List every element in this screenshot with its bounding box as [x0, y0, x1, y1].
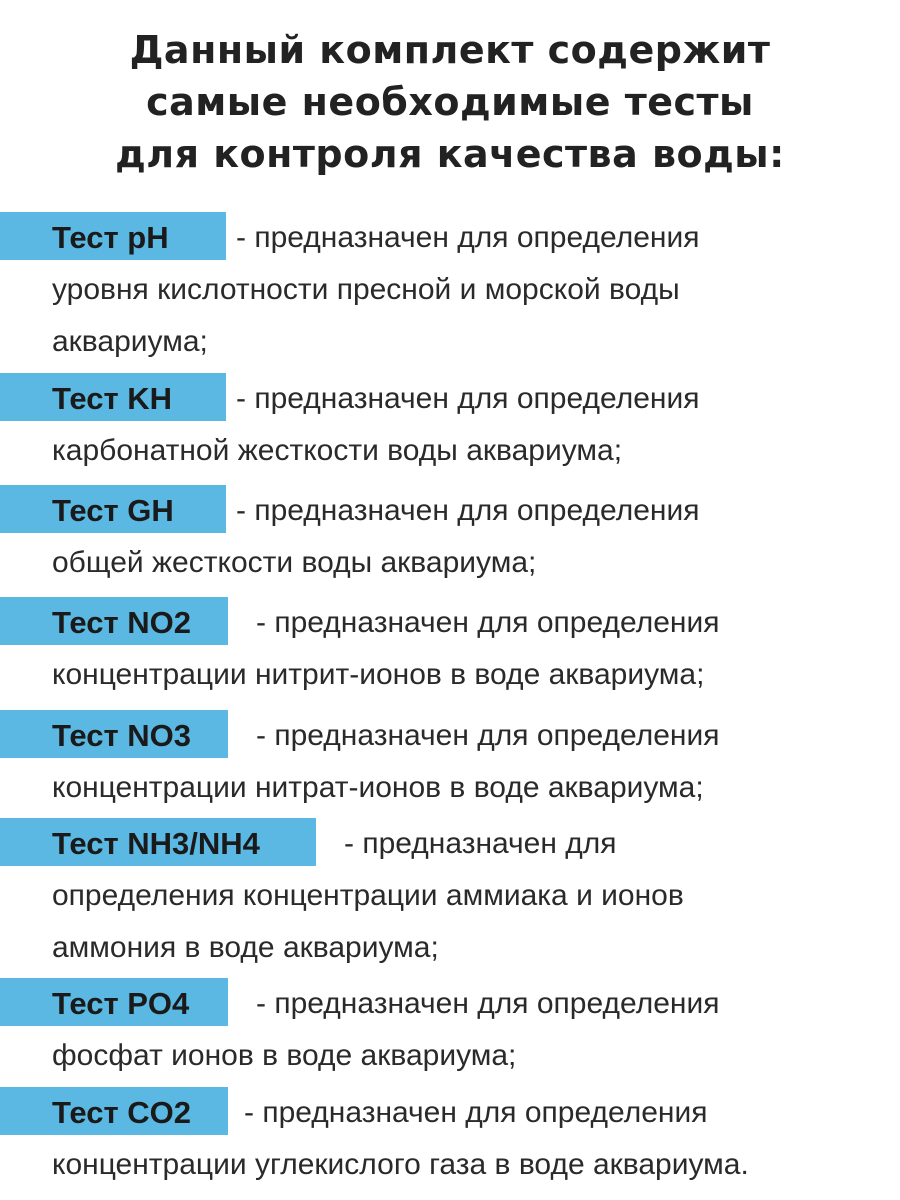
- heading-line-3: для контроля качества воды:: [115, 132, 785, 176]
- test-tag-label: Тест CO2: [52, 1095, 192, 1130]
- test-description-continued: [52, 649, 900, 701]
- test-description-continued: [52, 762, 900, 814]
- test-tag-label: Тест KH: [52, 381, 173, 416]
- test-tag-label: Тест GH: [52, 493, 174, 528]
- test-description-continued: [52, 264, 900, 368]
- test-description-first-line: - предназначен для определения: [236, 494, 700, 527]
- test-description-continued: [52, 1139, 900, 1191]
- heading-line-1: Данный комплект содержит: [129, 28, 771, 72]
- test-tag-label: Тест NO2: [52, 605, 192, 640]
- heading-line-2: самые необходимые тесты: [146, 80, 754, 124]
- test-description-line: аммония в воде аквариума;: [52, 931, 439, 964]
- test-description-line: аквариума;: [52, 325, 208, 358]
- test-tag-label: Тест pH: [52, 220, 169, 255]
- test-item-ph: [0, 212, 900, 368]
- test-tag-label: Тест NO3: [52, 718, 192, 753]
- page-heading: [0, 24, 900, 180]
- test-description-line: фосфат ионов в воде аквариума;: [52, 1039, 517, 1072]
- test-description-line: определения концентрации аммиака и ионов: [52, 879, 684, 912]
- test-item-kh: [0, 373, 900, 477]
- test-tag-label: Тест NH3/NH4: [52, 826, 260, 861]
- test-tag-label: Тест PO4: [52, 986, 190, 1021]
- test-description-continued: [52, 425, 900, 477]
- test-item-gh: [0, 485, 900, 589]
- test-description-line: общей жесткости воды аквариума;: [52, 546, 537, 579]
- test-description-first-line: - предназначен для определения: [256, 719, 720, 752]
- test-item-no2: [0, 597, 900, 701]
- test-description-first-line: - предназначен для определения: [256, 606, 720, 639]
- test-description-first-line: - предназначен для определения: [256, 987, 720, 1020]
- test-description-continued: [52, 870, 900, 974]
- test-description-line: концентрации нитрат-ионов в воде аквариума;: [52, 771, 704, 804]
- test-item-no3: [0, 710, 900, 814]
- test-description-line: карбонатной жесткости воды аквариума;: [52, 434, 623, 467]
- test-description-first-line: - предназначен для: [344, 827, 617, 860]
- test-description-continued: [52, 537, 900, 589]
- test-item-nh3-nh4: [0, 818, 900, 974]
- test-item-po4: [0, 978, 900, 1082]
- test-description-continued: [52, 1030, 900, 1082]
- test-description-first-line: - предназначен для определения: [236, 382, 700, 415]
- test-description-first-line: - предназначен для определения: [236, 221, 700, 254]
- test-description-line: концентрации нитрит-ионов в воде аквариума;: [52, 658, 705, 691]
- test-item-co2: [0, 1087, 900, 1191]
- test-description-line: уровня кислотности пресной и морской воды: [52, 273, 680, 306]
- test-description-line: концентрации углекислого газа в воде аквариума.: [52, 1148, 749, 1181]
- test-description-first-line: - предназначен для определения: [244, 1096, 708, 1129]
